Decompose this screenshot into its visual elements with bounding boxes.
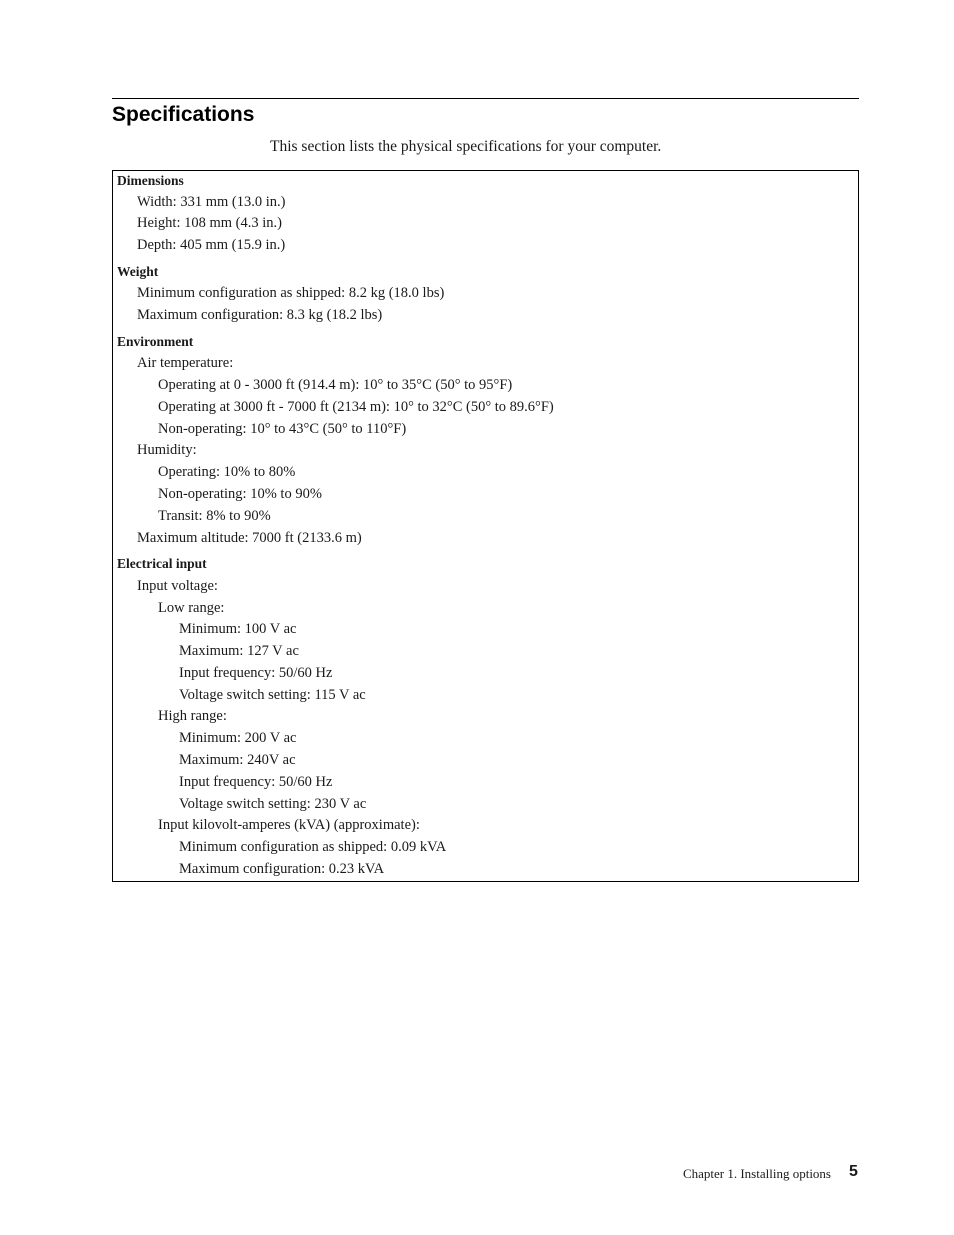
high-range-maximum: Maximum: 240V ac xyxy=(179,752,296,768)
title-rule xyxy=(112,98,859,99)
kva-minimum: Minimum configuration as shipped: 0.09 kVA xyxy=(179,839,447,855)
page-number: 5 xyxy=(849,1163,858,1180)
air-temperature-label: Air temperature: xyxy=(137,355,234,371)
operating-high-altitude: Operating at 3000 ft - 7000 ft (2134 m): 10° to 32°C (50° to 89.6°F) xyxy=(158,399,554,415)
page-footer xyxy=(0,1162,954,1186)
humidity-transit: Transit: 8% to 90% xyxy=(158,508,271,524)
humidity-operating: Operating: 10% to 80% xyxy=(158,464,296,480)
dimensions-width: Width: 331 mm (13.0 in.) xyxy=(137,194,286,210)
low-range-switch-setting: Voltage switch setting: 115 V ac xyxy=(179,687,366,703)
operating-low-altitude: Operating at 0 - 3000 ft (914.4 m): 10° to 35°C (50° to 95°F) xyxy=(158,377,513,393)
dimensions-heading: Dimensions xyxy=(117,173,184,188)
kva-label: Input kilovolt-amperes (kVA) (approximate): xyxy=(158,817,420,833)
high-range-minimum: Minimum: 200 V ac xyxy=(179,730,297,746)
footer-chapter: Chapter 1. Installing options xyxy=(682,1166,831,1181)
kva-maximum: Maximum configuration: 0.23 kVA xyxy=(179,861,385,877)
low-range-label: Low range: xyxy=(158,600,225,616)
maximum-altitude: Maximum altitude: 7000 ft (2133.6 m) xyxy=(137,530,362,546)
low-range-frequency: Input frequency: 50/60 Hz xyxy=(179,665,333,681)
electrical-heading: Electrical input xyxy=(117,556,207,571)
humidity-label: Humidity: xyxy=(137,442,197,458)
environment-heading: Environment xyxy=(117,334,194,349)
high-range-switch-setting: Voltage switch setting: 230 V ac xyxy=(179,796,367,812)
weight-maximum: Maximum configuration: 8.3 kg (18.2 lbs) xyxy=(137,307,383,323)
intro-text: This section lists the physical specifications for your computer. xyxy=(270,138,662,155)
high-range-label: High range: xyxy=(158,708,227,724)
humidity-non-operating: Non-operating: 10% to 90% xyxy=(158,486,322,502)
weight-heading: Weight xyxy=(117,264,159,279)
low-range-maximum: Maximum: 127 V ac xyxy=(179,643,299,659)
dimensions-depth: Depth: 405 mm (15.9 in.) xyxy=(137,237,286,253)
non-operating-temperature: Non-operating: 10° to 43°C (50° to 110°F) xyxy=(158,421,407,437)
weight-minimum: Minimum configuration as shipped: 8.2 kg (18.0 lbs) xyxy=(137,285,445,301)
page-title: Specifications xyxy=(112,103,255,126)
low-range-minimum: Minimum: 100 V ac xyxy=(179,621,297,637)
high-range-frequency: Input frequency: 50/60 Hz xyxy=(179,774,333,790)
specifications-table xyxy=(112,170,859,882)
dimensions-height: Height: 108 mm (4.3 in.) xyxy=(137,215,282,231)
input-voltage-label: Input voltage: xyxy=(137,578,218,594)
